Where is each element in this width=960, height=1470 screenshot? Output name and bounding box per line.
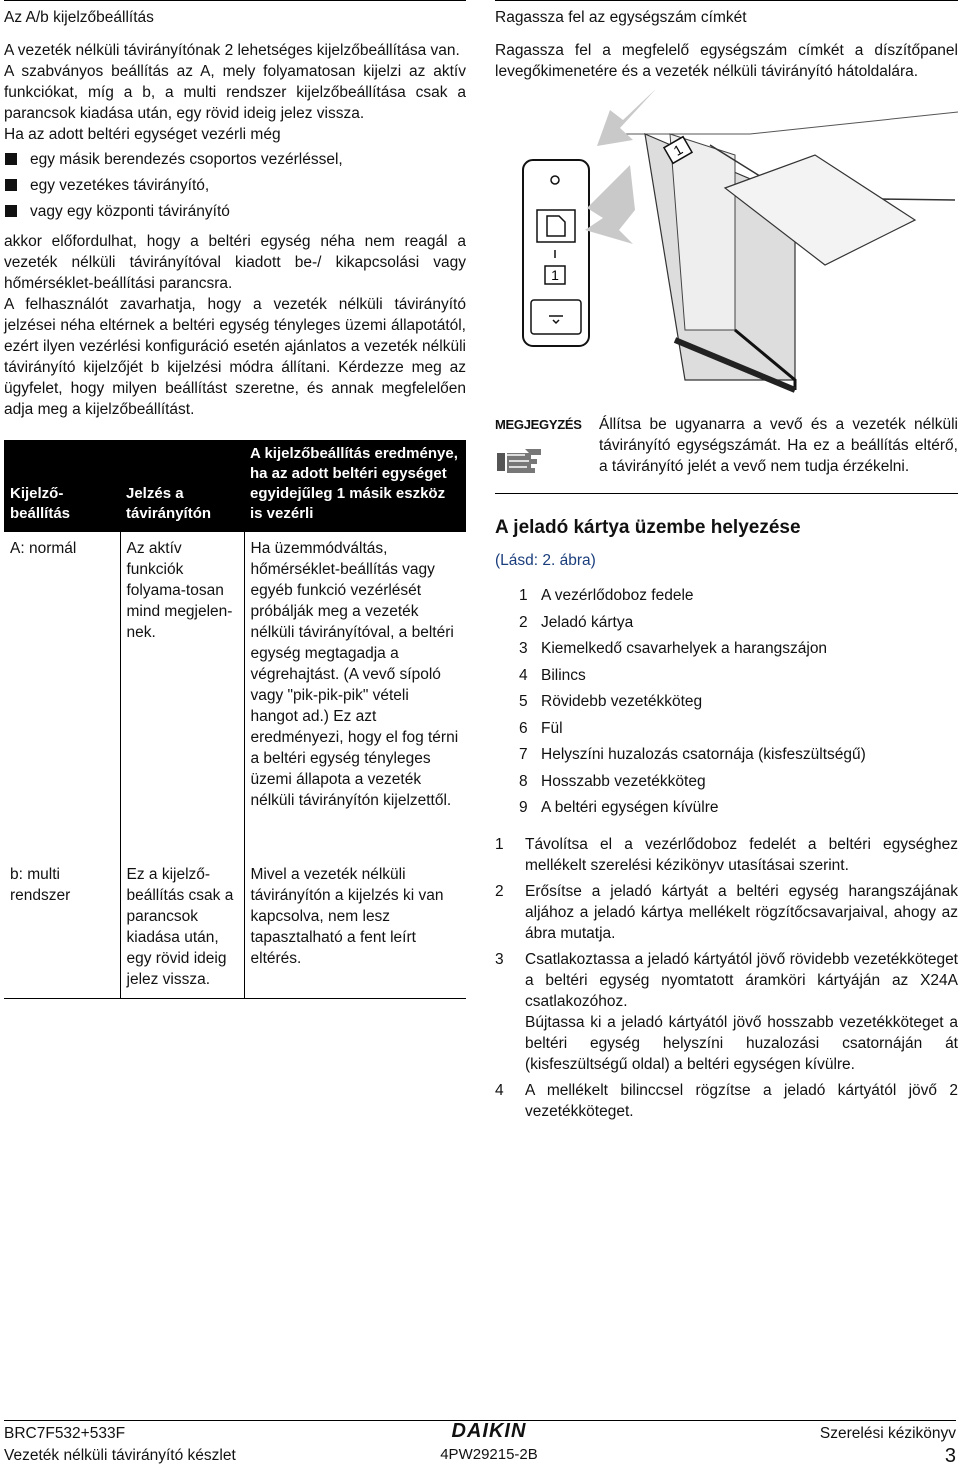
section-title-label: Ragassza fel az egységszám címkét (495, 0, 958, 40)
section-title-display: Az A/b kijelzőbeállítás (4, 0, 466, 40)
list-item: 6 Fül (519, 719, 563, 737)
figure-reference: (Lásd: 2. ábra) (495, 552, 596, 569)
parts-list (495, 585, 958, 824)
svg-text:1: 1 (551, 267, 559, 283)
paragraph-label: Ragassza fel a megfelelő egységszám címkét a díszítőpanel levegőkimenetére és a vezeték nélküli távirányító hátoldalára. (495, 42, 958, 80)
list-item: 8 Hosszabb vezetékköteg (519, 772, 706, 790)
step-item: 3 Csatlakoztassa a jeladó kártyától jövő rövidebb vezetékköteget a beltéri egység nyomtatott áramköri kártyáján az X24A csatlakozóhoz. Bújtassa ki a jeladó kártyától jövő hosszabb vezetékköteget a beltéri egység helyszíni huzalozási csatornáján át (kisfeszültségű oldal) a beltéri egységen kívülre. (495, 950, 958, 1073)
list-item: vagy egy központi távirányító (4, 201, 466, 227)
list-item: 2 Jeladó kártya (519, 613, 634, 631)
page-number: 3 (944, 1445, 956, 1467)
pointing-hand-icon (495, 437, 551, 477)
list-item: 9 A beltéri egységen kívülre (519, 799, 719, 816)
table-cell: Ha üzemmódváltás, hőmérséklet-beállítás vagy egyéb funkció vezérlését próbálják meg a vezeték nélküli távirányítóval, a beltéri egység megtagadja a végrehajtást. (A vevő sípoló vagy "pik-pik-pik" vételi hangot ad.) Ez azt eredményezi, hogy el fog térni a beltéri egység tényleges üzemi állapota a vezeték nélküli távirányítón kijelzettől. (244, 532, 466, 858)
list-item: egy vezetékes távirányító, (4, 175, 466, 201)
list-item: 7 Helyszíni huzalozás csatornája (kisfeszültségű) (519, 746, 866, 763)
note-title: MEGJEGYZÉS (495, 417, 582, 432)
list-item: 4 Bilincs (519, 666, 586, 684)
note-box (495, 414, 958, 494)
right-column (495, 0, 958, 1127)
table-cell: Mivel a vezeték nélküli távirányítón a kijelzés ki van kapcsolva, nem lesz tapasztalható a fent leírt eltérés. (244, 858, 466, 999)
step-item: 4 A mellékelt bilinccsel rögzítse a jeladó kártyától jövő 2 vezetékköteget. (495, 1081, 958, 1120)
list-item: 3 Kiemelkedő csavarhelyek a harangszájon (519, 640, 828, 657)
paragraph-consequence: akkor előfordulhat, hogy a beltéri egység néha nem reagál a vezeték nélküli távirányítóval kiadott be-/ kikapcsolási vagy hőmérséklet-beállítási parancsra. (4, 233, 466, 292)
list-item: 1 A vezérlődoboz fedele (519, 587, 694, 604)
list-item: 5 Rövidebb vezetékköteg (519, 693, 703, 710)
model-number: BRC7F532+533F (4, 1425, 126, 1442)
table-header: A kijelzőbeállítás eredménye, ha az adott beltéri egységet egyidejűleg 1 másik eszköz is vezérli (244, 440, 466, 532)
bullet-list (4, 149, 466, 227)
steps-list (495, 834, 958, 1122)
table-cell: b: multi rendszer (4, 858, 120, 999)
table-header: Jelzés a távirányítón (120, 440, 244, 532)
step-item: 2 Erősítse a jeladó kártyát a beltéri egység harangszájának aljához a jeladó kártya mellékelt rögzítőcsavarjaival, ahogy az ábra mutatja. (495, 882, 958, 942)
table-cell: A: normál (10, 540, 77, 557)
daikin-logo: DAIKIN (451, 1420, 527, 1442)
paragraph-condition: Ha az adott beltéri egységet vezérli még (4, 126, 281, 143)
table-row (4, 532, 466, 858)
section-heading-transmitter: A jeladó kártya üzembe helyezése (495, 517, 801, 538)
table-header-row (4, 440, 466, 532)
document-code: 4PW29215-2B (440, 1446, 538, 1463)
label-installation-illustration (495, 90, 958, 400)
list-item: egy másik berendezés csoportos vezérléssel, (4, 149, 466, 175)
paragraph-advice: A felhasználót zavarhatja, hogy a vezeték nélküli távirányító jelzései néha eltérnek a beltéri egység tényleges üzemi állapotától, ezért ilyen vezérlési konfiguráció esetén ajánlatos a vezeték nélküli távirányító kijelzőjét b kijelzési módra állítani. Kérdezze meg az ügyfelet, hogy milyen beállítást szeretne, és annak megfelelően adja meg a kijelzőbeállítást. (4, 296, 466, 418)
table-cell: Ez a kijelző-beállítás csak a parancsok kiadása után, egy rövid ideig jelez vissza. (120, 858, 244, 999)
product-name: Vezeték nélküli távirányító készlet (4, 1447, 236, 1464)
table-header: Kijelző-beállítás (4, 440, 120, 532)
svg-text:1: 1 (670, 141, 686, 159)
display-settings-table (4, 440, 466, 999)
paragraph-standard: A szabványos beállítás az A, mely folyamatosan kijelzi az aktív funkciókat, míg a b, a multi rendszer kijelzőbeállítása csak a parancsok kiadása után, egy rövid ideig jelez vissza. (4, 63, 466, 122)
remote-control (523, 160, 589, 346)
page-footer (4, 1420, 956, 1470)
table-cell: Az aktív funkciók folyama-tosan mind megjelen-nek. (120, 532, 244, 858)
left-column (4, 0, 466, 999)
table-row (4, 858, 466, 999)
paragraph-intro: A vezeték nélküli távirányítónak 2 lehetséges kijelzőbeállítása van. (4, 42, 460, 59)
step-item: 1 Távolítsa el a vezérlődoboz fedelét a beltéri egységhez mellékelt szerelési kézikönyv utasításai szerint. (495, 835, 958, 874)
note-body: Állítsa be ugyanarra a vevő és a vezeték nélküli távirányító egységszámát. Ha ez a beállítás eltérő, a távirányító jelét a vevő nem tudja érzékelni. (599, 416, 958, 475)
arrow-icon (585, 165, 635, 244)
manual-title: Szerelési kézikönyv (819, 1425, 956, 1442)
